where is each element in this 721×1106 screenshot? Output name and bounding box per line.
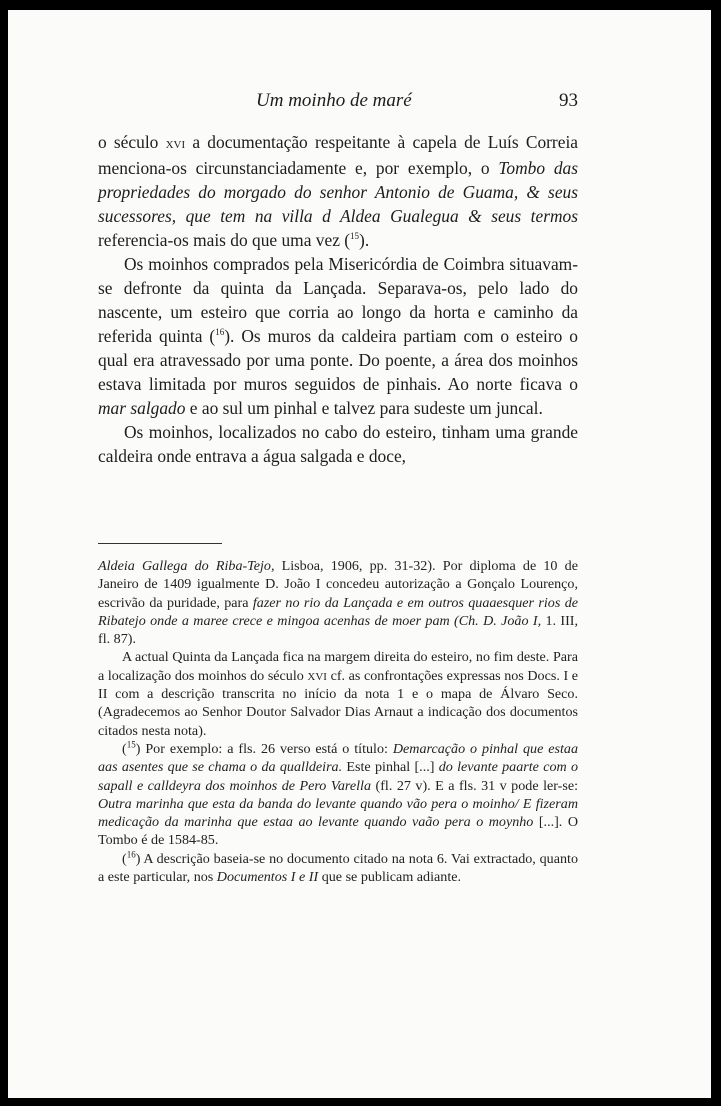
footnote-number: 16: [126, 849, 136, 860]
italic-phrase: mar salgado: [98, 398, 186, 418]
text-run: que se publicam adiante.: [318, 869, 462, 886]
footnote-16: [98, 850, 578, 887]
text-run: Os moinhos comprados pela Misericórdia de Coimbra situavam-se defronte da quinta da Lançada. Separava-os, pelo lado do nascente, um esteiro que corria ao longo da horta e caminho da referida quinta (: [98, 254, 578, 346]
running-title: Um moinho de maré: [256, 90, 412, 111]
footnote-continuation: [98, 557, 578, 648]
text-run: e ao sul um pinhal e talvez para sudeste um juncal.: [185, 398, 543, 418]
paragraph-3: Os moinhos, localizados no cabo do esteiro, tinham uma grande caldeira onde entrava a água salgada e doce,: [98, 422, 578, 466]
text-run: [...]. O Tombo é de 1584-85.: [98, 814, 578, 849]
italic-quote: Outra marinha que esta da banda do levante quando vão pera o moinho/ E fizeram medicação da marinha que estaa ao levante quando vaão pera o moynho: [98, 795, 578, 831]
running-head: [98, 90, 578, 120]
book-title-italic: Tombo das propriedades do morgado do senhor Antonio de Guama, & seus sucessores, que tem na villa d Aldea Gualegua & seus termos: [98, 158, 578, 226]
italic-quote: do levante paarte com o sapall e calldeyra dos moinhos de Pero Varella: [98, 759, 579, 794]
italic-title: Aldeia Gallega do Riba-Tejo,: [98, 558, 275, 574]
footnote-number: 15: [126, 739, 136, 750]
footnote-continuation-2: [98, 648, 578, 739]
main-text: [98, 130, 578, 468]
italic-quote: Demarcação o pinhal que estaa aas asentes que se chama o da qualldeira.: [98, 740, 578, 776]
text-run: o século: [98, 132, 166, 152]
footnote-ref-15[interactable]: 15: [350, 231, 360, 242]
text-run: Lisboa, 1906, pp. 31-32). Por diploma de 10 de Janeiro de 1409 igualmente D. João I concedeu autorização a Gonçalo Lourenço, escrivão da puridade, para: [98, 558, 578, 611]
page-number: 93: [559, 90, 578, 111]
text-run: (: [122, 740, 127, 757]
text-run: (: [122, 850, 127, 867]
text-run: ) A descrição baseia-se no documento citado na nota 6. Vai extractado, quanto a este particular, nos: [98, 850, 578, 886]
text-run: referencia-os mais do que uma vez (: [98, 230, 351, 250]
text-run: 1. III, fl. 87).: [98, 612, 578, 648]
text-run: (fl. 27 v). E a fls. 31 v pode ler-se:: [371, 777, 578, 794]
text-run: a documentação respeitante à capela de Luís Correia menciona-os circunstanciadamente e, por exemplo, o: [98, 132, 578, 178]
footnote-separator: [98, 543, 222, 544]
century-numeral: xvi: [165, 136, 186, 152]
text-run: A actual Quinta da Lançada fica na margem direita do esteiro, no fim deste. Para a localização dos moinhos do século: [98, 649, 578, 684]
paragraph-1: [98, 130, 578, 252]
century-numeral: xvi: [307, 667, 327, 684]
footnote-ref-16[interactable]: 16: [215, 327, 225, 338]
footnotes: [98, 557, 578, 886]
footnote-15: [98, 740, 578, 850]
text-run: ) Por exemplo: a fls. 26 verso está o título:: [135, 740, 393, 757]
book-page: [8, 10, 711, 1098]
italic-title: Documentos I e II: [216, 869, 319, 886]
text-run: Este pinhal [...]: [342, 759, 439, 776]
text-run: cf. as confrontações expressas nos Docs. I e II com a descrição transcrita no início da nota 1 e o mapa de Álvaro Seco. (Agradecemos ao Senhor Doutor Salvador Dias Arnaut a indicação dos documentos citados nesta nota).: [98, 667, 579, 739]
text-run: ).: [359, 230, 370, 250]
paragraph-2: [98, 252, 578, 420]
italic-quote: fazer no rio da Lançada e em outros quaaesquer rios de Ribatejo onde a maree crece e mingoa acenhas de moer pam (Ch. D. João I,: [98, 594, 578, 629]
text-run: ). Os muros da caldeira partiam com o esteiro o qual era atravessado por uma ponte. Do poente, a área dos moinhos estava limitada por muros seguidos de pinhais. Ao norte ficava o: [98, 326, 579, 394]
